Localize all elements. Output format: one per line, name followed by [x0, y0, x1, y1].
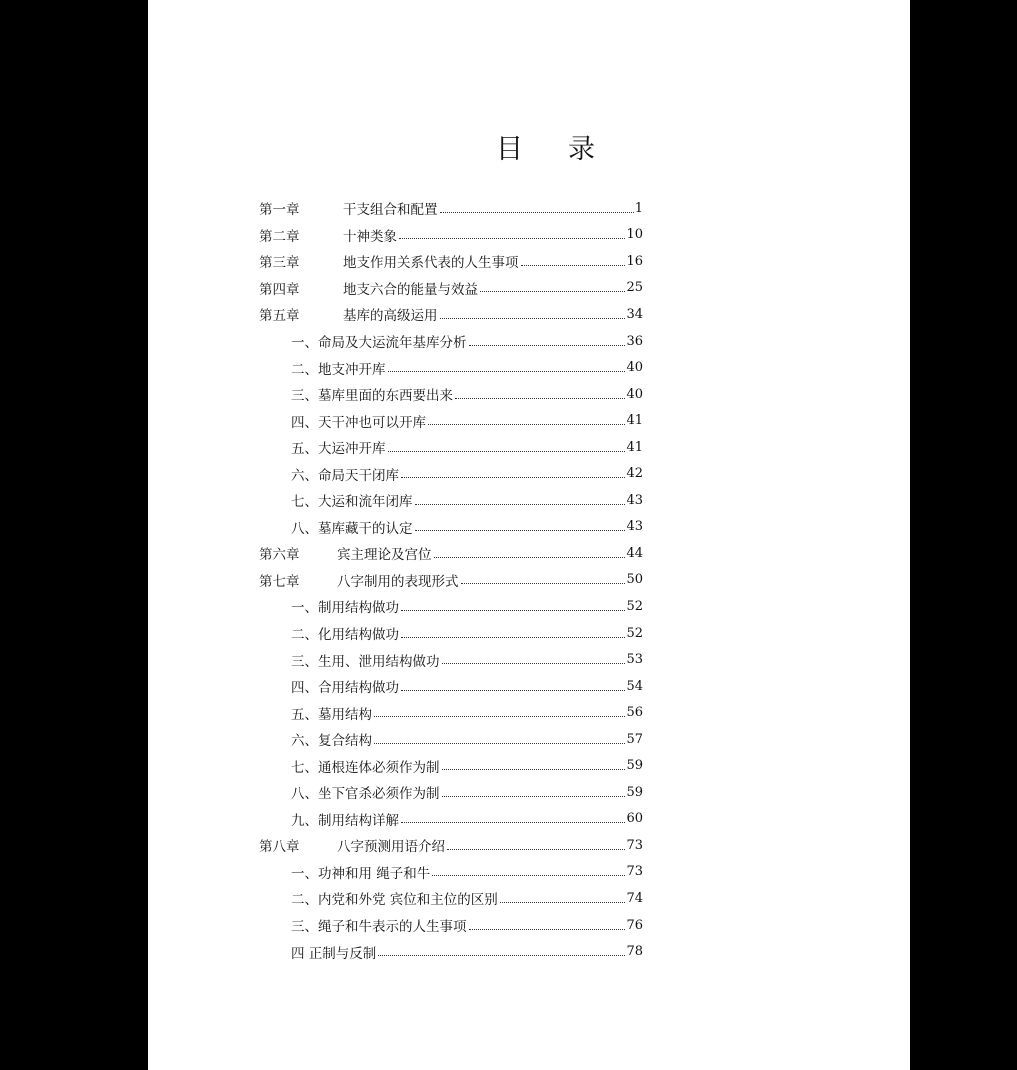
chapter-title: 八字制用的表现形式 — [337, 573, 459, 590]
dot-leader — [434, 557, 626, 558]
section-title: 二、地支冲开库 — [291, 361, 386, 378]
section-title: 一、功神和用 绳子和牛 — [291, 865, 431, 882]
toc-title — [496, 126, 595, 166]
section-title: 一、制用结构做功 — [291, 600, 399, 617]
page-number: 36 — [626, 333, 643, 349]
toc-section-row[interactable] — [259, 407, 643, 434]
chapter-title: 八字预测用语介绍 — [337, 839, 445, 856]
section-title: 四 正制与反制 — [291, 945, 377, 962]
toc-section-row[interactable] — [259, 620, 643, 647]
dot-leader — [469, 929, 626, 930]
section-title: 三、绳子和牛表示的人生事项 — [291, 919, 467, 936]
dot-leader — [440, 212, 634, 213]
dot-leader — [401, 690, 625, 691]
page-number: 52 — [626, 598, 643, 614]
page-number: 74 — [626, 890, 643, 906]
dot-leader — [455, 398, 625, 399]
page-number: 43 — [626, 492, 643, 508]
chapter-number: 第八章 — [259, 839, 300, 856]
toc-section-row[interactable] — [259, 806, 643, 833]
toc-section-row[interactable] — [259, 912, 643, 939]
chapter-title: 十神类象 — [343, 228, 397, 245]
toc-section-row[interactable] — [259, 434, 643, 461]
toc-chapter-row[interactable] — [259, 222, 643, 249]
toc-section-row[interactable] — [259, 487, 643, 514]
chapter-title: 宾主理论及宫位 — [337, 547, 432, 564]
page-number: 25 — [626, 280, 643, 296]
dot-leader — [378, 955, 625, 956]
section-title: 二、化用结构做功 — [291, 627, 399, 644]
dot-leader — [461, 583, 626, 584]
dot-leader — [442, 769, 626, 770]
dot-leader — [388, 451, 626, 452]
toc-chapter-row[interactable] — [259, 248, 643, 275]
section-title: 七、大运和流年闭库 — [291, 494, 413, 511]
page-number: 41 — [626, 439, 643, 455]
section-title: 五、大运冲开库 — [291, 441, 386, 458]
toc-section-row[interactable] — [259, 646, 643, 673]
section-title: 三、墓库里面的东西要出来 — [291, 388, 453, 405]
page-number: 44 — [626, 545, 643, 561]
toc-section-row[interactable] — [259, 514, 643, 541]
section-title: 六、复合结构 — [291, 733, 372, 750]
page-number: 53 — [626, 652, 643, 668]
dot-leader — [415, 530, 626, 531]
page-number: 50 — [626, 572, 643, 588]
chapter-title: 地支作用关系代表的人生事项 — [343, 255, 519, 272]
dot-leader — [440, 318, 626, 319]
toc-section-row[interactable] — [259, 354, 643, 381]
dot-leader — [428, 424, 625, 425]
page-number: 43 — [626, 519, 643, 535]
page-number: 54 — [626, 678, 643, 694]
table-of-contents — [259, 195, 643, 965]
page-number: 76 — [626, 917, 643, 933]
dot-leader — [432, 875, 625, 876]
toc-section-row[interactable] — [259, 699, 643, 726]
toc-section-row[interactable] — [259, 938, 643, 965]
dot-leader — [442, 796, 626, 797]
chapter-number: 第四章 — [259, 281, 300, 298]
toc-section-row[interactable] — [259, 328, 643, 355]
section-title: 八、坐下官杀必须作为制 — [291, 786, 440, 803]
dot-leader — [399, 238, 625, 239]
page-number: 42 — [626, 466, 643, 482]
toc-section-row[interactable] — [259, 859, 643, 886]
toc-section-row[interactable] — [259, 593, 643, 620]
section-title: 三、生用、泄用结构做功 — [291, 653, 440, 670]
chapter-title: 地支六合的能量与效益 — [343, 281, 478, 298]
chapter-number: 第六章 — [259, 547, 300, 564]
dot-leader — [469, 345, 626, 346]
dot-leader — [374, 743, 625, 744]
section-title: 五、墓用结构 — [291, 706, 372, 723]
section-title: 七、通根连体必须作为制 — [291, 759, 440, 776]
toc-chapter-row[interactable] — [259, 832, 643, 859]
dot-leader — [374, 716, 625, 717]
dot-leader — [401, 822, 625, 823]
dot-leader — [442, 663, 626, 664]
chapter-number: 第三章 — [259, 255, 300, 272]
page-number: 56 — [626, 705, 643, 721]
toc-section-row[interactable] — [259, 673, 643, 700]
page-number: 73 — [626, 864, 643, 880]
page-number: 59 — [626, 758, 643, 774]
toc-chapter-row[interactable] — [259, 195, 643, 222]
dot-leader — [500, 902, 626, 903]
page-number: 1 — [634, 200, 643, 216]
dot-leader — [401, 637, 625, 638]
page-number: 60 — [626, 811, 643, 827]
toc-section-row[interactable] — [259, 885, 643, 912]
section-title: 六、命局天干闭库 — [291, 467, 399, 484]
page-number: 40 — [626, 360, 643, 376]
page-number: 34 — [626, 306, 643, 322]
chapter-number: 第一章 — [259, 202, 300, 219]
page-number: 52 — [626, 625, 643, 641]
toc-section-row[interactable] — [259, 752, 643, 779]
page-number: 73 — [626, 837, 643, 853]
toc-title-char-2: 录 — [568, 133, 595, 165]
toc-section-row[interactable] — [259, 779, 643, 806]
toc-chapter-row[interactable] — [259, 275, 643, 302]
toc-chapter-row[interactable] — [259, 301, 643, 328]
dot-leader — [388, 371, 626, 372]
section-title: 八、墓库藏干的认定 — [291, 520, 413, 537]
chapter-title: 干支组合和配置 — [343, 202, 438, 219]
section-title: 九、制用结构详解 — [291, 812, 399, 829]
section-title: 四、天干冲也可以开库 — [291, 414, 426, 431]
dot-leader — [480, 291, 625, 292]
page-number: 41 — [626, 413, 643, 429]
toc-section-row[interactable] — [259, 726, 643, 753]
page-number: 57 — [626, 731, 643, 747]
page-number: 78 — [626, 944, 643, 960]
page-number: 16 — [626, 253, 643, 269]
chapter-number: 第二章 — [259, 228, 300, 245]
toc-section-row[interactable] — [259, 381, 643, 408]
section-title: 四、合用结构做功 — [291, 680, 399, 697]
chapter-number: 第五章 — [259, 308, 300, 325]
chapter-title: 基库的高级运用 — [343, 308, 438, 325]
section-title: 一、命局及大运流年基库分析 — [291, 335, 467, 351]
page-number: 40 — [626, 386, 643, 402]
dot-leader — [447, 849, 625, 850]
toc-section-row[interactable] — [259, 460, 643, 487]
page-number: 10 — [626, 227, 643, 243]
dot-leader — [415, 504, 626, 505]
toc-title-char-1: 目 — [496, 133, 523, 165]
dot-leader — [401, 610, 625, 611]
dot-leader — [401, 477, 625, 478]
dot-leader — [521, 265, 626, 266]
toc-chapter-row[interactable] — [259, 567, 643, 594]
section-title: 二、内党和外党 宾位和主位的区别 — [291, 892, 498, 909]
toc-chapter-row[interactable] — [259, 540, 643, 567]
chapter-number: 第七章 — [259, 573, 300, 590]
page-number: 59 — [626, 784, 643, 800]
